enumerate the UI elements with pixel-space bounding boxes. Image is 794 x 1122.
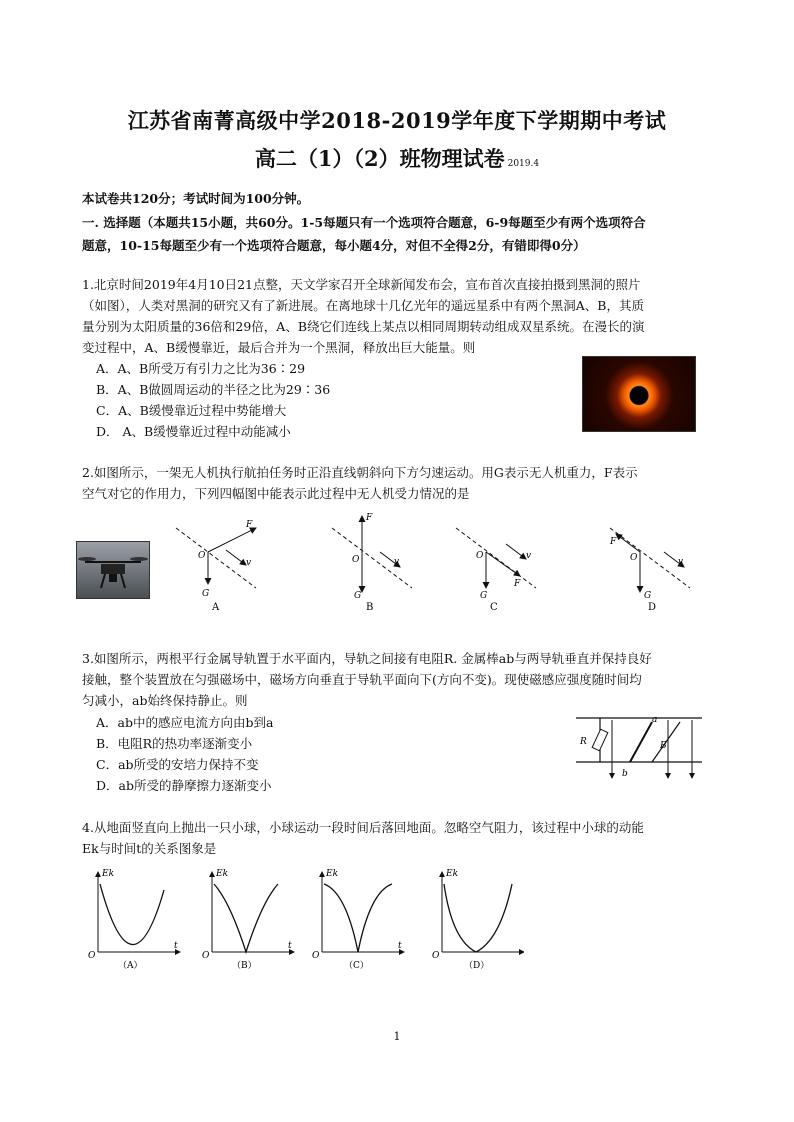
y-axis-label: Ek <box>446 869 459 879</box>
diagram-label-b: B <box>366 602 374 613</box>
q3-option-a: A．ab中的感应电流方向由b到a <box>96 715 274 730</box>
origin-label: O <box>202 951 210 961</box>
diagram-a <box>176 520 256 613</box>
black-hole-photo <box>582 356 696 432</box>
q2-force-diagrams <box>160 508 720 618</box>
q3-option-b: B．电阻R的热功率逐渐变小 <box>96 736 253 751</box>
graph-b <box>202 869 294 971</box>
diagram-c <box>456 528 536 613</box>
q1-option-c: C．A、B缓慢靠近过程中势能增大 <box>96 403 287 418</box>
q3-line1: 3.如图所示，两根平行金属导轨置于水平面内，导轨之间接有电阻R. 金属棒ab与两导轨垂直并保持良好 <box>82 651 652 666</box>
x-axis-label: t <box>398 941 402 951</box>
subtitle-text: 高二（1）（2）班物理试卷 <box>254 146 505 171</box>
rod-b-label: b <box>622 769 628 779</box>
velocity-label: v <box>394 557 400 567</box>
section-instructions-line1: 一. 选择题（本题共15小题，共60分。1-5每题只有一个选项符合题意，6-9每题至少有两个选项符合 <box>82 215 646 230</box>
force-label: F <box>610 537 617 547</box>
q1-line2: （如图），人类对黑洞的研究又有了新进展。在离地球十几亿光年的遥远星系中有两个黑洞A、B，其质 <box>82 298 644 313</box>
gravity-label: G <box>202 589 210 599</box>
origin-label: O <box>476 551 484 561</box>
diagram-label-c: C <box>490 602 498 613</box>
q2-line2: 空气对它的作用力，下列四幅图中能表示此过程中无人机受力情况的是 <box>82 486 470 501</box>
velocity-label: v <box>246 558 252 568</box>
origin-label: O <box>88 951 96 961</box>
q1-line1: 1.北京时间2019年4月10日21点整，天文学家召开全球新闻发布会，宣布首次直接拍摄到黑洞的照片 <box>82 277 641 292</box>
diagram-d <box>609 528 690 613</box>
graph-label-d: （D） <box>464 961 490 971</box>
q1-line3: 量分别为太阳质量的36倍和29倍，A、B绕它们连线上某点以相同周期转动组成双星系统。在漫长的演 <box>82 319 645 334</box>
origin-label: O <box>352 555 360 565</box>
exam-title: 江苏省南菁高级中学2018-2019学年度下学期期中考试 <box>127 108 667 133</box>
x-axis-label: t <box>174 941 178 951</box>
q4-line2: Ek与时间t的关系图象是 <box>82 841 217 856</box>
y-axis-label: Ek <box>216 869 229 879</box>
rod-a-label: a <box>652 715 658 725</box>
origin-label: O <box>198 551 206 561</box>
origin-label: O <box>312 951 320 961</box>
q1-line4: 变过程中，A、B缓慢靠近，最后合并为一个黑洞，释放出巨大能量。则 <box>82 340 476 355</box>
q3-option-c: C．ab所受的安培力保持不变 <box>96 757 259 772</box>
diagram-b <box>332 513 412 613</box>
q4-line1: 4.从地面竖直向上抛出一只小球，小球运动一段时间后落回地面。忽略空气阻力，该过程中小球的动能 <box>82 820 644 835</box>
page-number: 1 <box>393 1030 401 1043</box>
x-axis-label: t <box>288 941 292 951</box>
graph-label-c: （C） <box>344 961 369 971</box>
section-instructions-line2: 题意，10-15每题至少有一个选项符合题意，每小题4分，对但不全得2分，有错即得0分） <box>82 238 586 253</box>
resistor-label: R <box>580 737 587 747</box>
diagram-label-a: A <box>212 602 220 613</box>
q4-energy-graphs <box>84 862 524 974</box>
q2-line1: 2.如图所示，一架无人机执行航拍任务时正沿直线朝斜向下方匀速运动。用G表示无人机重力，F表示 <box>82 465 638 480</box>
graph-a <box>88 869 180 971</box>
velocity-label: v <box>526 551 532 561</box>
gravity-label: G <box>644 591 652 601</box>
graph-d <box>432 869 524 971</box>
velocity-label: v <box>678 557 684 567</box>
y-axis-label: Ek <box>326 869 339 879</box>
force-label: F <box>514 579 521 589</box>
q1-option-b: B．A、B做圆周运动的半径之比为29∶36 <box>96 382 331 397</box>
exam-info: 本试卷共120分；考试时间为100分钟。 <box>82 191 310 206</box>
graph-label-a: （A） <box>118 961 143 971</box>
gravity-label: G <box>354 591 362 601</box>
q3-circuit-diagram <box>572 712 712 782</box>
gravity-label: G <box>480 591 488 601</box>
origin-label: O <box>432 951 440 961</box>
q1-option-a: A．A、B所受万有引力之比为36∶29 <box>96 361 306 376</box>
q3-option-d: D．ab所受的静摩擦力逐渐变小 <box>96 778 272 793</box>
graph-label-b: （B） <box>232 961 257 971</box>
q3-line3: 匀减小，ab始终保持静止。则 <box>82 693 248 708</box>
drone-icon <box>77 542 149 598</box>
force-label: F <box>246 520 253 530</box>
force-label: F <box>366 513 373 523</box>
exam-date: 2019.4 <box>507 159 540 169</box>
field-label: B <box>660 741 667 751</box>
exam-subtitle <box>0 143 794 173</box>
diagram-label-d: D <box>648 602 657 613</box>
drone-photo <box>76 541 150 599</box>
origin-label: O <box>630 553 638 563</box>
q3-line2: 接触，整个装置放在匀强磁场中，磁场方向垂直于导轨平面向下(方向不变)。现使磁感应强度随时间均 <box>82 672 642 687</box>
q1-option-d: D． A、B缓慢靠近过程中动能减小 <box>96 424 291 439</box>
graph-c <box>312 869 404 971</box>
y-axis-label: Ek <box>102 869 115 879</box>
